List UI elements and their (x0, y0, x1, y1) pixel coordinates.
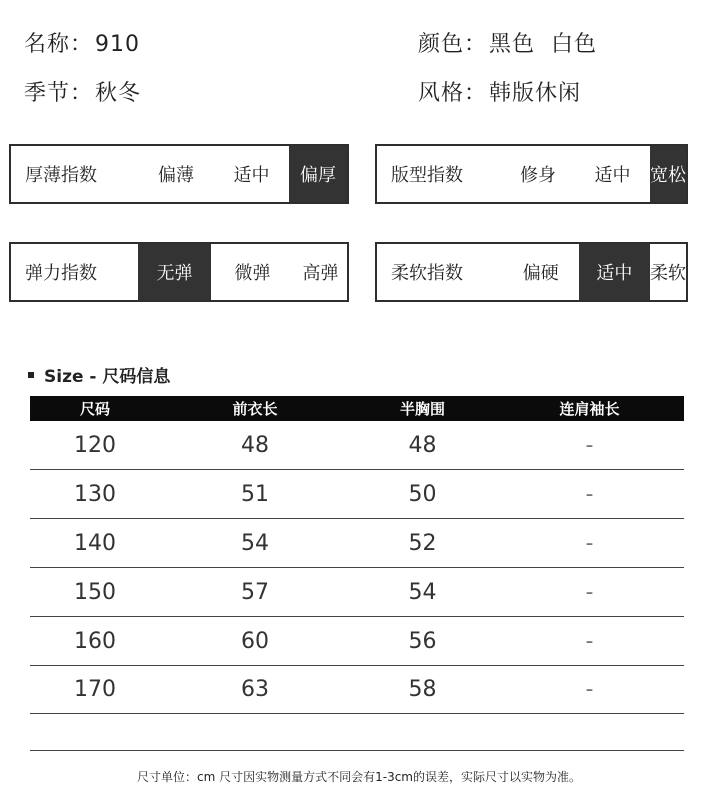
size-title-text: Size - 尺码信息 (44, 367, 171, 387)
index-label: 厚薄指数 (25, 165, 97, 186)
index-label: 版型指数 (391, 165, 463, 186)
cell-size: 170 (74, 676, 116, 702)
cell-front-length: 48 (241, 432, 269, 458)
table-row (30, 421, 684, 470)
cell-half-chest: 52 (408, 530, 437, 556)
index-option: 微弹 (234, 263, 271, 284)
cell-sleeve-length: - (585, 530, 594, 556)
header-size: 尺码 (79, 400, 110, 418)
elasticity-index (9, 242, 349, 302)
cell-half-chest: 48 (408, 432, 437, 458)
table-row (30, 568, 684, 617)
product-season-label: 季节： (24, 81, 94, 106)
product-name-value: 910 (95, 32, 141, 57)
product-color-label: 颜色： (418, 32, 488, 57)
product-season-value: 秋冬 (95, 81, 142, 106)
index-option-selected: 宽松 (650, 146, 686, 202)
index-option: 修身 (520, 165, 557, 186)
cell-size: 160 (74, 628, 116, 654)
index-option-selected: 偏厚 (289, 146, 347, 202)
cell-half-chest: 54 (408, 579, 437, 605)
index-option: 适中 (594, 165, 631, 186)
product-color (418, 27, 597, 58)
index-option: 偏薄 (158, 165, 194, 186)
cell-size: 140 (74, 530, 116, 556)
index-option-selected: 适中 (579, 244, 650, 300)
cell-sleeve-length: - (585, 676, 594, 702)
cell-sleeve-length: - (585, 628, 594, 654)
size-section-title (28, 362, 170, 387)
cell-half-chest: 56 (408, 628, 437, 654)
cell-half-chest: 50 (408, 481, 437, 507)
index-option: 柔软 (650, 263, 686, 284)
product-season (24, 76, 141, 107)
cell-sleeve-length: - (585, 432, 594, 458)
product-name (24, 27, 140, 58)
cell-half-chest: 58 (408, 676, 437, 702)
index-option: 适中 (233, 165, 270, 186)
table-row (30, 665, 684, 714)
header-sleeve-length: 连肩袖长 (559, 400, 620, 418)
product-style (418, 76, 581, 107)
cell-front-length: 63 (241, 676, 269, 702)
bullet-icon (28, 372, 34, 378)
index-label: 弹力指数 (25, 263, 97, 284)
measurement-note: 尺寸单位：cm 尺寸因实物测量方式不同会有1-3cm的误差，实际尺寸以实物为准。 (137, 770, 581, 784)
cell-sleeve-length: - (585, 579, 594, 605)
table-bottom-divider (30, 750, 684, 751)
cell-front-length: 57 (241, 579, 269, 605)
table-row (30, 470, 684, 519)
index-option: 高弹 (302, 263, 339, 284)
thickness-index (9, 144, 349, 204)
table-row (30, 617, 684, 666)
product-color-value: 黑色 白色 (489, 32, 598, 57)
index-label: 柔软指数 (391, 263, 463, 284)
product-style-value: 韩版休闲 (489, 81, 582, 106)
header-front-length: 前衣长 (232, 400, 278, 418)
fit-index (375, 144, 688, 204)
cell-size: 150 (74, 579, 116, 605)
index-option-selected: 无弹 (138, 244, 211, 300)
softness-index (375, 242, 688, 302)
index-option: 偏硬 (522, 263, 559, 284)
product-style-label: 风格： (418, 81, 488, 106)
cell-front-length: 51 (241, 481, 269, 507)
cell-sleeve-length: - (585, 481, 594, 507)
cell-size: 130 (74, 481, 116, 507)
product-name-label: 名称： (24, 32, 94, 57)
table-row (30, 519, 684, 568)
size-table-header (30, 396, 684, 421)
cell-front-length: 60 (241, 628, 269, 654)
header-half-chest: 半胸围 (399, 400, 445, 418)
cell-size: 120 (74, 432, 116, 458)
cell-front-length: 54 (241, 530, 269, 556)
